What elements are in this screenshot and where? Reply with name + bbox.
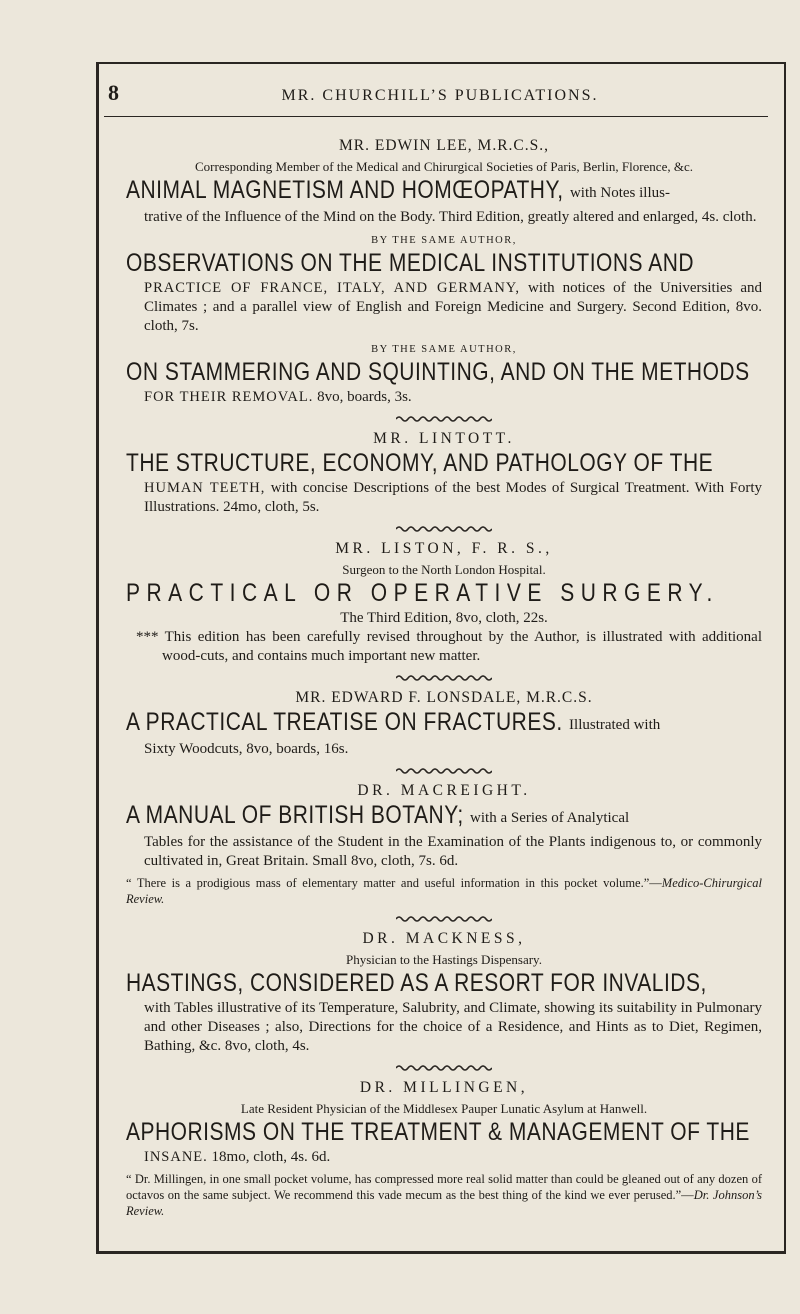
work-title: PRACTICAL OR OPERATIVE SURGERY.	[126, 579, 719, 607]
editorial-note: *** This edition has been carefully revised throughout by the Author, is illustrated with additional wood-cuts, and contains much important new matter.	[136, 629, 762, 664]
work-title-continued: INSANE.	[144, 1149, 208, 1165]
wavy-divider	[396, 525, 492, 533]
work-title: HASTINGS, CONSIDERED AS A RESORT FOR INVALIDS,	[126, 969, 707, 997]
author-name: MR. EDWARD F. LONSDALE, M.R.C.S.	[295, 689, 593, 706]
work-description: Tables for the assistance of the Student in the Examination of the Plants indigenous to, or commonly cultivated in, Great Britain. Small 8vo, cloth, 7s. 6d.	[144, 834, 762, 869]
author-note: Late Resident Physician of the Middlesex Pauper Lunatic Asylum at Hanwell.	[240, 1101, 648, 1116]
work-title-tail: with a Series of Analytical	[470, 810, 630, 827]
wavy-divider	[396, 674, 492, 682]
author-name: MR. LINTOTT.	[373, 430, 515, 447]
work-title	[126, 800, 762, 833]
header-rule	[104, 116, 768, 117]
work-title-continued: HUMAN TEETH,	[144, 480, 266, 496]
edition-info: The Third Edition, 8vo, cloth, 22s.	[340, 610, 548, 626]
entry-mackness	[126, 929, 762, 1056]
review-source: Medico-Chirurgical Review.	[126, 876, 762, 906]
work-description: Sixty Woodcuts, 8vo, boards, 16s.	[144, 741, 349, 757]
review-source: Dr. Johnson’s Review.	[126, 1188, 762, 1218]
wavy-divider	[396, 767, 492, 775]
author-name: DR. MILLINGEN,	[359, 1079, 529, 1096]
author-note: Surgeon to the North London Hospital.	[342, 562, 546, 577]
work-description	[126, 479, 762, 517]
work-description	[126, 1148, 762, 1167]
review-quote-text: “ There is a prodigious mass of elementary matter and useful information in this pocket volume.”—	[126, 876, 662, 890]
work-title-text: A MANUAL OF BRITISH BOTANY;	[126, 801, 464, 829]
author-note: Corresponding Member of the Medical and Chirurgical Societies of Paris, Berlin, Florence, &c.	[195, 159, 693, 174]
work-description-text: with concise Descriptions of the best Modes of Surgical Treatment. With Forty Illustrations. 24mo, cloth, 5s.	[144, 480, 762, 515]
wavy-divider	[396, 1064, 492, 1072]
work-title-text: ANIMAL MAGNETISM AND HOMŒOPATHY,	[126, 176, 564, 204]
review-quote-text: “ Dr. Millingen, in one small pocket volume, has compressed more real solid matter than could be gleaned out of any dozen of octavos on the same subject. We recommend this vade mecum as the best thing of the kind we ever perused.”—	[126, 1172, 762, 1202]
work-title-tail: with Notes illus-	[569, 185, 670, 202]
work-description: trative of the Influence of the Mind on the Body. Third Edition, greatly altered and enlarged, 4s. cloth.	[144, 209, 757, 225]
work-title-text: A PRACTICAL TREATISE ON FRACTURES.	[126, 708, 563, 736]
entry-macreight	[126, 781, 762, 907]
review-quote	[126, 1171, 762, 1219]
author-name: DR. MACKNESS,	[362, 930, 526, 947]
wavy-divider	[396, 415, 492, 423]
work-title	[126, 707, 762, 740]
work-title-continued: PRACTICE OF FRANCE, ITALY, AND GERMANY,	[144, 280, 521, 296]
work-title: OBSERVATIONS ON THE MEDICAL INSTITUTIONS AND	[126, 249, 695, 277]
work-title: APHORISMS ON THE TREATMENT & MANAGEMENT OF THE	[126, 1118, 750, 1146]
work-title: THE STRUCTURE, ECONOMY, AND PATHOLOGY OF THE	[126, 449, 714, 477]
wavy-divider	[396, 915, 492, 923]
work-description-text: 8vo, boards, 3s.	[313, 389, 412, 405]
by-same-author: BY THE SAME AUTHOR,	[371, 344, 517, 355]
work-title-tail: Illustrated with	[569, 717, 661, 734]
entry-millingen	[126, 1078, 762, 1219]
work-description	[126, 279, 762, 336]
page-number: 8	[108, 80, 119, 105]
running-head: MR. CHURCHILL’S PUBLICATIONS.	[281, 87, 599, 104]
author-name: MR. LISTON, F. R. S.,	[335, 540, 553, 557]
review-quote	[126, 875, 762, 907]
author-note: Physician to the Hastings Dispensary.	[346, 952, 542, 967]
entry-lonsdale	[126, 688, 762, 759]
author-name: DR. MACREIGHT.	[357, 782, 531, 799]
work-description: with Tables illustrative of its Temperature, Salubrity, and Climate, showing its suitability in Pulmonary and other Diseases ; also, Directions for the choice of a Residence, and Hints as to Diet, Regimen, Bathing, &c. 8vo, cloth, 4s.	[144, 1000, 762, 1054]
entry-edwin-lee	[126, 136, 762, 407]
catalogue-content	[126, 132, 762, 1221]
work-title	[126, 175, 762, 208]
work-title: ON STAMMERING AND SQUINTING, AND ON THE METHODS	[126, 358, 750, 386]
author-name: MR. EDWIN LEE, M.R.C.S.,	[339, 137, 549, 154]
entry-liston	[126, 539, 762, 666]
work-description-text: 18mo, cloth, 4s. 6d.	[207, 1149, 331, 1165]
entry-lintott	[126, 429, 762, 517]
by-same-author: BY THE SAME AUTHOR,	[371, 235, 517, 246]
work-title-continued: FOR THEIR REMOVAL.	[144, 389, 314, 405]
work-description-text: with notices of the Universities and Climates ; and a parallel view of English and Foreign Medicine and Surgery. Second Edition, 8vo. cloth, 7s.	[144, 280, 762, 334]
work-description	[126, 388, 762, 407]
